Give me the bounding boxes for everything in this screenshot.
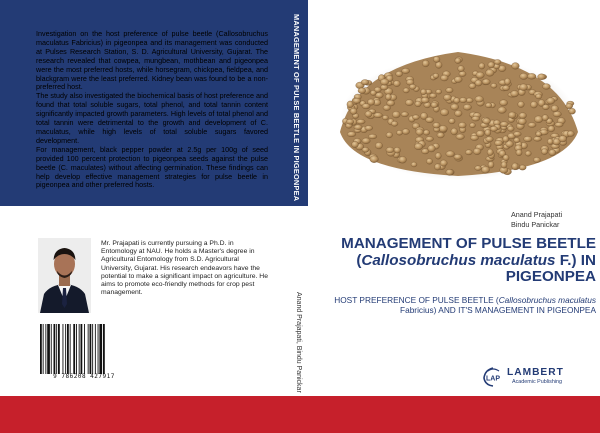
publisher-logo [482,366,596,388]
blurb-paragraph: Investigation on the host preference of pulse beetle (Callosobruchus maculatus Fabricius) in pigeonpea and its management was conducted at Pulses Research Station, S. D. Agricultural University, Gujarat. The research revealed that cowpea, mungbean, mothbean and pigeonpea were the most preferred hosts, while horsegram, chickpea, fieldpea, and blackgram were the least preferred. Kidney bean was found to be a non-preferred host. [36,29,268,92]
front-cover-photo [308,0,600,206]
title-species: Callosobruchus maculatus [361,251,556,269]
blurb-paragraph: The study also investigated the biochemical basis of host preference and found that total soluble sugars, total phenol, and total tannin content significantly impacted growth parameters. High levels of total phenol and total tannin were detrimental to the growth and development of C. maculatus, while high levels of total soluble sugars favored development. [36,91,268,145]
lap-logo-text: LAP [486,375,500,383]
pigeonpea-seeds-image [308,0,600,206]
publisher-tagline: Academic Publishing [512,379,563,385]
subtitle-text: Fabricius) AND IT'S MANAGEMENT IN PIGEONPEA [400,304,596,315]
barcode-number: 9 786208 427917 [53,373,115,380]
author-photo [38,238,91,313]
title-text: MANAGEMENT OF PULSE BEETLE ( [341,235,596,269]
spine-title: MANAGEMENT OF PULSE BEETLE IN PIGEONPEA [292,14,301,202]
author-bio: Mr. Prajapati is currently pursuing a Ph.D. in Entomology at NAU. He holds a Master's degree in Agricultural Entomology from S.D. Agricultural University, Gujarat. His research endeavors have the potential to make a significant impact on agriculture. He aims to promote eco-friendly methods for crop pest management. [101,240,268,297]
spine-authors: Anand Prajapati, Bindu Panickar [295,292,302,393]
author-portrait-icon [38,238,91,313]
barcode-icon [38,320,130,380]
publisher-name: LAMBERT [507,367,564,378]
front-authors [511,210,595,230]
author-name: Bindu Panickar [511,220,560,229]
book-title [332,236,596,286]
lap-logo-icon [482,367,504,387]
book-subtitle [332,296,596,315]
back-cover-blurb [36,30,268,190]
subtitle-text: HOST PREFERENCE OF PULSE BEETLE ( [334,295,499,305]
title-text: F.) IN PIGEONPEA [505,251,596,285]
subtitle-species: Callosobruchus maculatus [498,295,596,305]
blurb-paragraph: For management, black pepper powder at 2.5g per 100g of seed provided 100 percent protection to pigeonpea seeds against the pulse beetle (C. maculates) without affecting germination. These findings can help develop effective management strategies for pulse beetle in pigeonpea and other preferred hosts. [36,144,268,190]
bottom-red-band [0,396,600,433]
author-name: Anand Prajapati [511,210,563,219]
